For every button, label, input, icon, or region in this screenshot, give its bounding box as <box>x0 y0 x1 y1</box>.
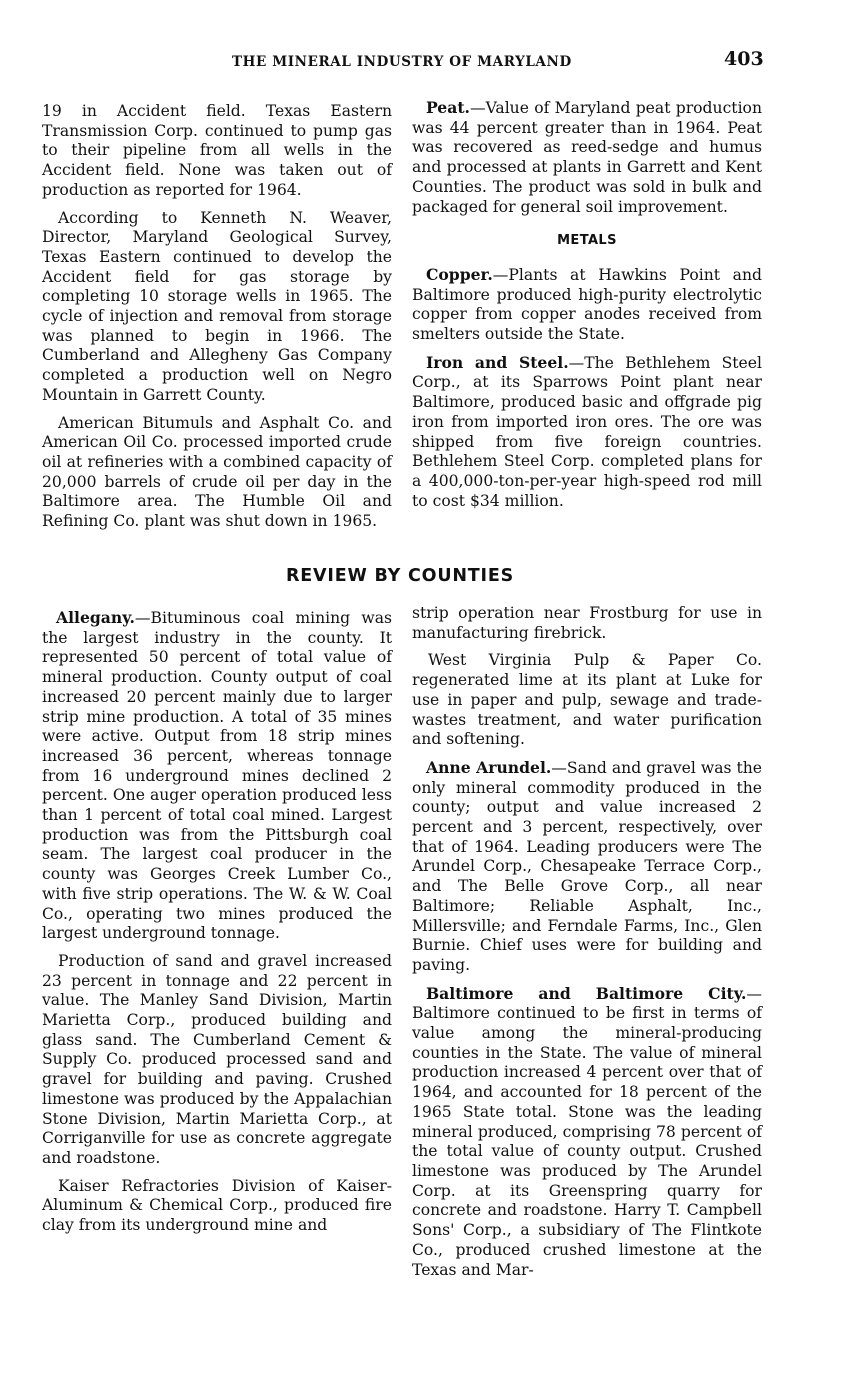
iron-steel-term: Iron and Steel. <box>426 352 569 372</box>
anne-arundel-term: Anne Arundel. <box>426 757 552 777</box>
copper-term: Copper. <box>426 264 493 284</box>
peat-text: —Value of Maryland peat production was 44 percent greater than in 1964. Peat was recovered as reed-sedge and humus and processed at plants in Garrett and Kent Counties. The product was sold in bulk and packaged for general soil improvement. <box>412 99 762 216</box>
paragraph: Production of sand and gravel increased 23 percent in tonnage and 22 percent in value. The Manley Sand Division, Martin Marietta Corp., produced building and glass sand. The Cumberland Cement & Supply Co. produced processed sand and gravel for building and paving. Crushed limestone was produced by the Appalachian Stone Division, Martin Marietta Corp., at Corriganville for use as concrete aggregate and roadstone. <box>42 951 392 1167</box>
top-left-column <box>42 102 392 540</box>
page-number: 403 <box>724 48 764 70</box>
copper-paragraph <box>412 265 762 345</box>
allegany-term: Allegany. <box>56 608 135 627</box>
section-heading: REVIEW BY COUNTIES <box>286 566 514 586</box>
running-title: THE MINERAL INDUSTRY OF MARYLAND <box>232 54 572 70</box>
anne-arundel-text: —Sand and gravel was the only mineral commodity produced in the county; output and value increased 2 percent and 3 percent, respectively, over that of 1964. Leading producers were The Arundel Corp., Chesapeake Terrace Corp., and The Belle Grove Corp., all near Baltimore; Reliable Asphalt, Inc., Millersville; and Ferndale Farms, Inc., Glen Burnie. Chief uses were for building and paving. <box>412 758 762 974</box>
paragraph: West Virginia Pulp & Paper Co. regenerated lime at its plant at Luke for use in paper and pulp, sewage and trade-wastes treatment, and water purification and softening. <box>412 651 762 749</box>
paragraph: strip operation near Frostburg for use in manufacturing firebrick. <box>412 604 762 642</box>
anne-arundel-paragraph <box>412 758 762 976</box>
peat-term: Peat. <box>426 98 470 117</box>
baltimore-term: Baltimore and Baltimore City. <box>426 983 747 1003</box>
top-right-column <box>412 98 762 519</box>
page-header <box>0 50 860 74</box>
paragraph: 19 in Accident field. Texas Eastern Transmission Corp. continued to pump gas to their pipeline from all wells in the Accident field. None was taken out of production as reported for 1964. <box>42 102 392 199</box>
baltimore-text: —Baltimore continued to be first in terms of value among the mineral-producing counties in the State. The value of mineral production increased 4 percent over that of 1964, and accounted for 18 percent of the 1965 State total. Stone was the leading mineral produced, comprising 78 percent of the total value of county output. Crushed limestone was produced by The Arundel Corp. at its Greenspring quarry for concrete and roadstone. Harry T. Campbell Sons' Corp., a subsidiary of The Flintkote Co., produced crushed limestone at the Texas and Mar- <box>412 984 762 1279</box>
allegany-text: —Bituminous coal mining was the largest industry in the county. It represented 50 percent of total value of mineral production. County output of coal increased 20 percent mainly due to larger strip mine production. A total of 35 mines were active. Output from 18 strip mines increased 36 percent, whereas tonnage from 16 underground mines declined 2 percent. One auger operation produced less than 1 percent of total coal mined. Largest production was from the Pittsburgh coal seam. The largest coal producer in the county was Georges Creek Lumber Co., with five strip operations. The W. & W. Coal Co., operating two mines produced the largest underground tonnage. <box>42 609 392 943</box>
bottom-right-column <box>412 604 762 1288</box>
allegany-paragraph <box>42 608 392 944</box>
paragraph: According to Kenneth N. Weaver, Director, Maryland Geological Survey, Texas Eastern continued to develop the Accident field for gas storage by completing 10 storage wells in 1965. The cycle of injection and removal from storage was planned to begin in 1966. The Cumberland and Allegheny Gas Company completed a production well on Negro Mountain in Garrett County. <box>42 208 392 404</box>
peat-paragraph <box>412 98 762 217</box>
iron-steel-paragraph <box>412 353 762 512</box>
paragraph: Kaiser Refractories Division of Kaiser-Aluminum & Chemical Corp., produced fire clay from its underground mine and <box>42 1176 392 1235</box>
metals-heading: METALS <box>557 233 617 249</box>
paragraph: American Bitumuls and Asphalt Co. and American Oil Co. processed imported crude oil at refineries with a combined capacity of 20,000 barrels of crude oil per day in the Baltimore area. The Humble Oil and Refining Co. plant was shut down in 1965. <box>42 413 392 531</box>
bottom-left-column <box>42 608 392 1244</box>
iron-steel-text: —The Bethlehem Steel Corp., at its Sparrows Point plant near Baltimore, produced basic and offgrade pig iron from imported iron ores. The ore was shipped from five foreign countries. Bethlehem Steel Corp. completed plans for a 400,000-ton-per-year high-speed rod mill to cost $34 million. <box>412 353 762 510</box>
copper-text: —Plants at Hawkins Point and Baltimore produced high-purity electrolytic copper from copper anodes received from smelters outside the State. <box>412 265 762 344</box>
baltimore-paragraph <box>412 984 762 1281</box>
